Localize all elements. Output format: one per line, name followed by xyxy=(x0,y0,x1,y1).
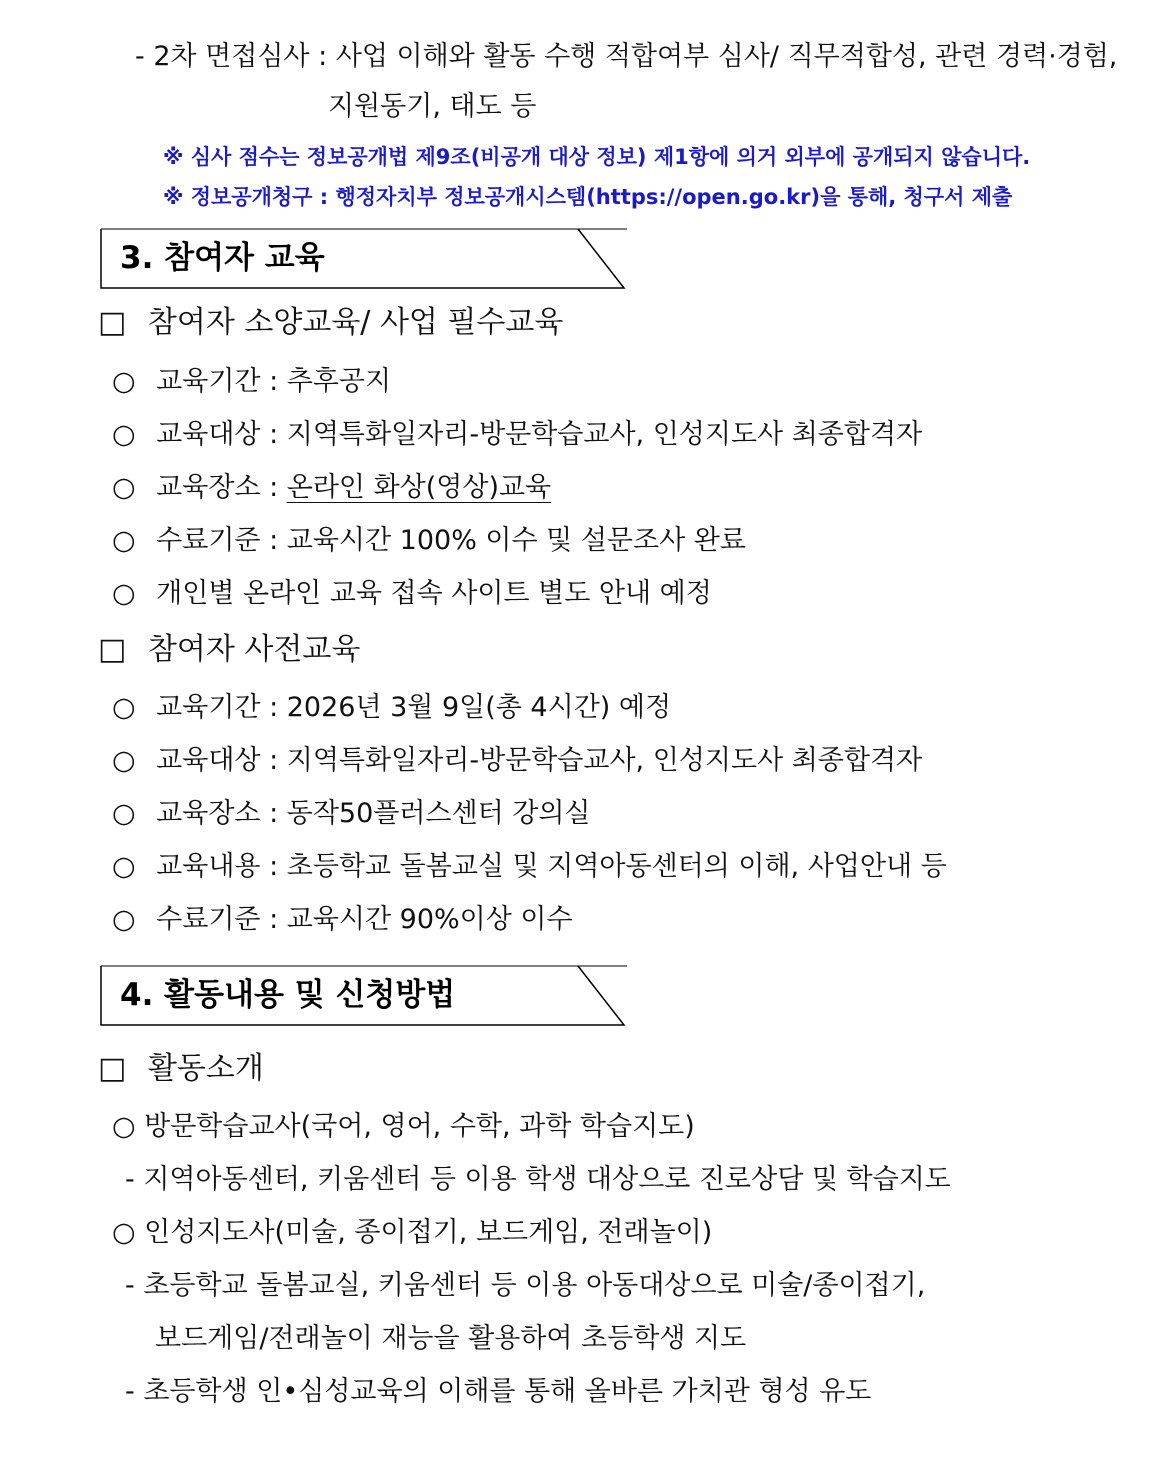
block-title-text: 활동소개 xyxy=(147,1051,264,1086)
circle-bullet-icon: ○ xyxy=(112,798,136,829)
activity-line: - 지역아동센터, 키움센터 등 이용 학생 대상으로 진로상담 및 학습지도 xyxy=(125,1164,951,1195)
checkbox-icon: □ xyxy=(98,305,127,340)
list-item xyxy=(112,797,591,831)
item-value: 2026년 3월 9일(총 4시간) 예정 xyxy=(286,692,672,723)
circle-bullet-icon: ○ xyxy=(112,904,136,935)
notice-score-disclosure: ※ 심사 점수는 정보공개법 제9조(비공개 대상 정보) 제1항에 의거 외부에 공개되지 않습니다. xyxy=(163,145,1031,169)
circle-bullet-icon: ○ xyxy=(112,366,136,397)
block-title-text: 참여자 사전교육 xyxy=(147,632,361,667)
item-label: 교육대상 : xyxy=(156,419,287,450)
checkbox-icon: □ xyxy=(98,1051,127,1086)
item-value-underlined: 온라인 화상(영상)교육 xyxy=(286,472,552,503)
list-item xyxy=(112,577,712,611)
list-item xyxy=(112,418,922,452)
item-value: 추후공지 xyxy=(286,366,392,397)
circle-bullet-icon: ○ xyxy=(112,578,136,609)
circle-bullet-icon: ○ xyxy=(112,472,136,503)
notice-information-request: ※ 정보공개청구 : 행정자치부 정보공개시스템(https://open.go.kr)을 통해, 청구서 제출 xyxy=(163,185,1013,209)
item-value: 초등학교 돌봄교실 및 지역아동센터의 이해, 사업안내 등 xyxy=(286,851,947,882)
activity-line: - 초등학교 돌봄교실, 키움센터 등 이용 아동대상으로 미술/종이접기, xyxy=(125,1270,926,1301)
item-value: 동작50플러스센터 강의실 xyxy=(286,798,591,829)
activity-line: - 초등학생 인•심성교육의 이해를 통해 올바른 가치관 형성 유도 xyxy=(125,1376,872,1407)
item-label: 교육기간 : xyxy=(156,692,287,723)
section-4-title: 4. 활동내용 및 신청방법 xyxy=(120,977,456,1013)
item-value: 개인별 온라인 교육 접속 사이트 별도 안내 예정 xyxy=(156,578,712,609)
item-label: 교육장소 : xyxy=(156,798,287,829)
item-label: 수료기준 : xyxy=(156,525,287,556)
circle-bullet-icon: ○ xyxy=(112,692,136,723)
item-value: 지역특화일자리-방문학습교사, 인성지도사 최종합격자 xyxy=(286,745,923,776)
section-3-heading xyxy=(100,228,625,288)
list-item xyxy=(112,744,922,778)
activity-block-title xyxy=(98,1052,264,1086)
checkbox-icon: □ xyxy=(98,632,127,667)
circle-bullet-icon: ○ xyxy=(112,525,136,556)
education-block-2-title xyxy=(98,633,360,667)
item-label: 교육대상 : xyxy=(156,745,287,776)
item-label: 교육내용 : xyxy=(156,851,287,882)
circle-bullet-icon: ○ xyxy=(112,419,136,450)
item-value: 교육시간 90%이상 이수 xyxy=(286,904,573,935)
block-title-text: 참여자 소양교육/ 사업 필수교육 xyxy=(147,305,564,340)
activity-line: ○ 방문학습교사(국어, 영어, 수학, 과학 학습지도) xyxy=(112,1111,695,1142)
circle-bullet-icon: ○ xyxy=(112,851,136,882)
list-item xyxy=(112,365,391,399)
item-label: 교육기간 : xyxy=(156,366,287,397)
item-label: 교육장소 : xyxy=(156,472,287,503)
list-item xyxy=(112,471,551,505)
item-value: 교육시간 100% 이수 및 설문조사 완료 xyxy=(286,525,746,556)
item-label: 수료기준 : xyxy=(156,904,287,935)
section-3-title: 3. 참여자 교육 xyxy=(120,240,325,276)
activity-line: ○ 인성지도사(미술, 종이접기, 보드게임, 전래놀이) xyxy=(112,1217,713,1248)
list-item xyxy=(112,524,746,558)
section-4-heading xyxy=(100,965,625,1025)
education-block-1-title xyxy=(98,306,563,340)
interview-criteria-line: - 2차 면접심사 : 사업 이해와 활동 수행 적합여부 심사/ 직무적합성, 관련 경력·경험, xyxy=(135,41,1118,72)
list-item xyxy=(112,850,947,884)
circle-bullet-icon: ○ xyxy=(112,745,136,776)
activity-line: 보드게임/전래놀이 재능을 활용하여 초등학생 지도 xyxy=(155,1323,747,1354)
interview-criteria-line-continued: 지원동기, 태도 등 xyxy=(328,91,537,122)
list-item xyxy=(112,903,573,937)
item-value: 지역특화일자리-방문학습교사, 인성지도사 최종합격자 xyxy=(286,419,923,450)
list-item xyxy=(112,691,671,725)
